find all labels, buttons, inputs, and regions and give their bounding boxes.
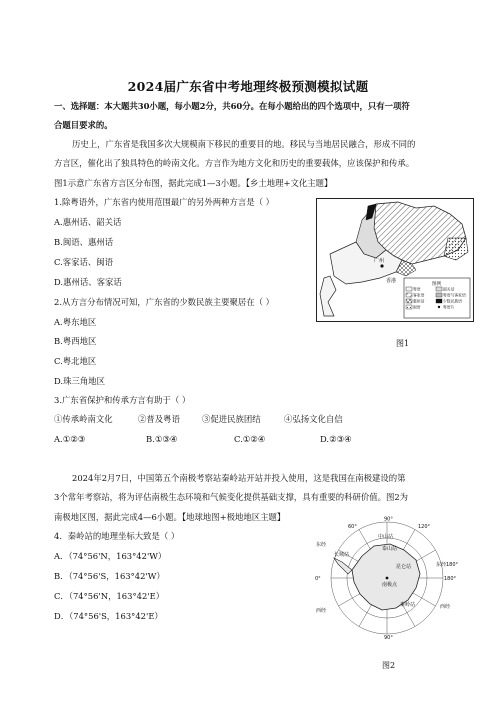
q2-option-c[interactable]: C.粤北地区 [54, 356, 97, 366]
q2-option-b[interactable]: B.粤西地区 [54, 336, 97, 346]
south-pole-marker [386, 577, 389, 580]
q1-option-b[interactable]: B.闽语、惠州话 [54, 237, 114, 247]
q3-option-c[interactable]: C.①②④ [234, 434, 266, 444]
south-pole-label: 南极点 [382, 582, 398, 588]
legend-item-7: 少数民族语 [443, 298, 462, 304]
q3-item-4: ④弘扬文化自信 [284, 414, 343, 424]
section-heading: 一、选择题：本大题共30小题，每小题2分，共60分。在每小题给出的四个选项中，只有一项符 [54, 101, 410, 111]
figure-1-caption: 图1 [396, 339, 410, 348]
q3-option-d[interactable]: D.②③④ [320, 434, 352, 444]
passage2-line3: 南极地区图，据此完成4—6小题。【地球地图+极地地区主题】 [54, 512, 286, 522]
passage1-line2: 方言区，催化出了独具特色的岭南文化。方言作为地方文化和历史的重要载体，应该保护和传承。 [54, 158, 415, 168]
q3-item-1: ①传承岭南文化 [54, 414, 113, 424]
q1-stem: 1.除粤语外，广东省内使用范围最广的另外两种方言是（ ） [54, 197, 275, 207]
q4-option-c[interactable]: C．（74°56'N，163°42'E） [54, 591, 165, 601]
q4-option-b[interactable]: B．（74°56'S，163°42'W） [54, 571, 165, 581]
west-lon-label: 西经 [316, 608, 327, 614]
figure-2-caption: 图2 [382, 661, 396, 670]
q2-stem: 2.从方言分布情况可知，广东省的少数民族主要聚居在（ ） [54, 297, 275, 307]
guangzhou-label: 广州 [374, 258, 385, 264]
legend-item-1: 粤语 [413, 286, 421, 292]
tick-right: 180° [444, 576, 457, 582]
changcheng-label: 长城站 [334, 552, 350, 558]
legend-item-2: 客家语 [413, 292, 425, 298]
east-lon-label: 东经 [316, 542, 327, 548]
passage1-line1: 历史上，广东省是我国多次大规模南下移民的重要目的地。移民与当地居民融合，形成不同的 [72, 139, 416, 149]
legend-item-5: 韶关话 [443, 286, 455, 292]
page-title: 2024届广东省中考地理终极预测模拟试题 [127, 79, 369, 94]
q3-item-3: ③促进民族团结 [202, 414, 261, 424]
figure-1-dialect-map [316, 198, 474, 322]
legend-title: 图例 [432, 282, 442, 287]
q1-option-a[interactable]: A.惠州话、韶关话 [54, 217, 122, 227]
antarctic-peninsula [334, 558, 352, 574]
q4-option-d[interactable]: D．（74°56'S，163°42'E） [54, 611, 163, 621]
q2-option-a[interactable]: A.粤东地区 [54, 317, 97, 327]
passage2-line1: 2024年2月7日，中国第五个南极考察站秦岭站开站并投入使用，这是我国在南极建设的第 [72, 473, 406, 483]
legend-item-3: 惠州话 [413, 298, 425, 304]
q1-option-d[interactable]: D.惠州话、客家话 [54, 277, 122, 287]
q2-option-d[interactable]: D.珠三角地区 [54, 376, 105, 386]
passage2-line2: 3个常年考察站，将为评估南极生态环境和气候变化提供基础支撑，具有重要的科研价值。图2为 [54, 492, 409, 502]
guangzhou-marker [380, 264, 383, 267]
tick-upper-right: 120° [418, 524, 431, 530]
antarctica-landmass [352, 544, 420, 610]
q1-option-c[interactable]: C.客家话、闽语 [54, 257, 114, 267]
q3-item-2: ②普及粤语 [138, 414, 180, 424]
west-lon-right-label: 西经 [440, 604, 451, 610]
hongkong-label: 香港 [386, 278, 397, 284]
taishan-label: 泰山站 [382, 546, 398, 552]
q3-option-b[interactable]: B.①③④ [146, 434, 178, 444]
legend-item-4: 闽语 [413, 304, 421, 310]
q4-option-a[interactable]: A．（74°56'N，163°42'W） [54, 551, 167, 561]
figure-2-antarctica-map [312, 516, 462, 640]
q3-option-a[interactable]: A.①②③ [54, 434, 86, 444]
qinling-label: 秦岭站 [400, 602, 416, 608]
tick-left: 0° [315, 576, 321, 582]
kunlun-label: 昆仑站 [396, 564, 412, 570]
tick-upper-left: 60° [348, 524, 357, 530]
dialect-map-svg [316, 198, 474, 322]
tick-top: 90° [384, 516, 393, 523]
q4-stem: 4．秦岭站的地理坐标大致是（ ） [54, 531, 180, 541]
antarctica-map-svg [312, 516, 462, 640]
tick-bottom: 90° [384, 635, 393, 640]
legend-item-6: 粤语与客家语 [443, 292, 466, 298]
section-heading-cont: 合题目要求的。 [54, 120, 113, 130]
east-180-label: 东经180° [436, 562, 459, 568]
passage1-line3: 图1示意广东省方言区分布图，据此完成1—3小题。【乡土地理+文化主题】 [54, 178, 333, 188]
q3-stem: 3.广东省保护和传承方言有助于（ ） [54, 395, 191, 405]
legend-item-8: 粤语片 [443, 304, 455, 310]
zhongshan-label: 中山站 [378, 534, 394, 540]
